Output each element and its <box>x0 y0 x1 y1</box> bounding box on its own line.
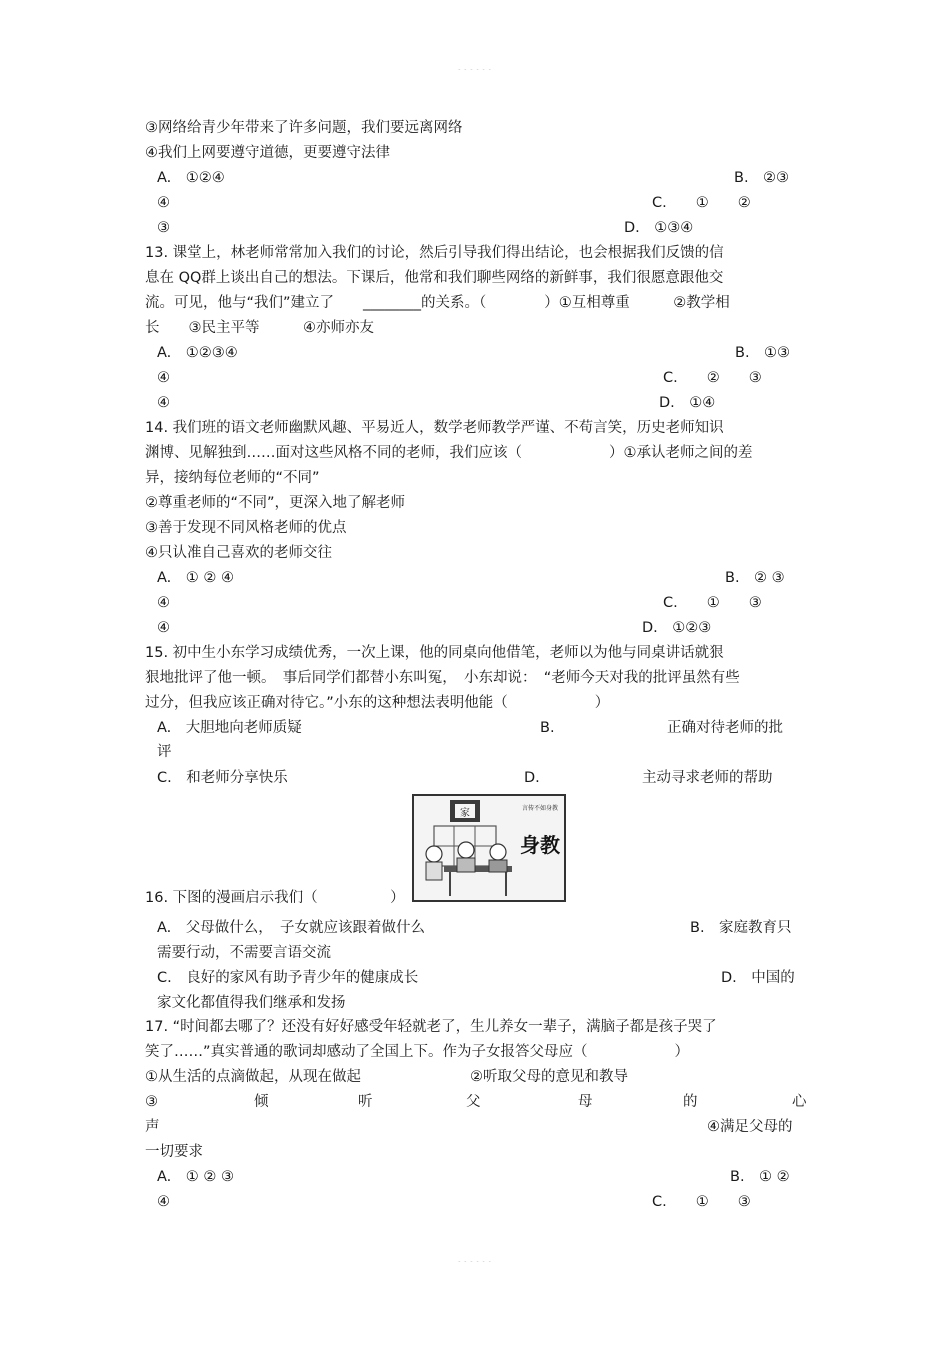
text-line: 倾 <box>254 1094 269 1110</box>
text-line: A. ① ② ④ <box>157 570 234 586</box>
text-line: B. ①③ <box>735 345 791 361</box>
text-line: 家文化都值得我们继承和发扬 <box>157 995 346 1011</box>
text-line: 声 <box>145 1119 160 1135</box>
cartoon-big-text: 身教 <box>520 833 560 857</box>
text-line: ③善于发现不同风格老师的优点 <box>145 520 347 536</box>
text-line: 13. 课堂上，林老师常常加入我们的讨论，然后引导我们得出结论，也会根据我们反馈的信 <box>145 245 724 261</box>
text-line: D. ①②③ <box>642 620 712 636</box>
text-line: 息在 QQ群上谈出自己的想法。下课后，他常和我们聊些网络的新鲜事，我们很愿意跟他交 <box>145 270 724 286</box>
text-line: B. 家庭教育只 <box>690 920 792 936</box>
text-line: ④ <box>157 620 170 636</box>
text-line: A. ①②④ <box>157 170 225 186</box>
text-line: 心 <box>792 1094 807 1110</box>
text-line: C. ② ③ <box>663 370 762 386</box>
text-line: 17. “时间都去哪了？还没有好好感受年轻就老了，生儿养女一辈子，满脑子都是孩子哭了 <box>145 1019 717 1035</box>
cartoon-caption: 言传不如身教 <box>521 805 559 812</box>
text-line: ③ <box>157 220 170 236</box>
text-line: C. 良好的家风有助予青少年的健康成长 <box>157 970 419 986</box>
text-line: 笑了……”真实普通的歌词却感动了全国上下。作为子女报答父母应（ ） <box>145 1044 690 1060</box>
text-line: 异，接纳每位老师的“不同” <box>145 470 320 486</box>
text-line: 14. 我们班的语文老师幽默风趣、平易近人，数学老师教学严谨、不苟言笑，历史老师知识 <box>145 420 724 436</box>
text-line: C. ① ③ <box>663 595 762 611</box>
text-line: ①从生活的点滴做起，从现在做起 <box>145 1069 361 1085</box>
cartoon-image <box>412 794 566 902</box>
text-line: 15. 初中生小东学习成绩优秀，一次上课，他的同桌向他借笔，老师以为他与同桌讲话就狠 <box>145 645 724 661</box>
text-line: ③ <box>145 1094 158 1110</box>
text-line: 需要行动，不需要言语交流 <box>157 945 331 961</box>
text-line: ④只认准自己喜欢的老师交往 <box>145 545 332 561</box>
text-line: ④我们上网要遵守道德，更要遵守法律 <box>145 145 390 161</box>
text-line: D. 中国的 <box>721 970 795 986</box>
page-footer-mark: - - - - - - <box>458 1258 492 1265</box>
text-line: A. ①②③④ <box>157 345 238 361</box>
text-line: 渊博、见解独到……面对这些风格不同的老师，我们应该（ ）①承认老师之间的差 <box>145 445 753 461</box>
text-line: 母 <box>578 1094 593 1110</box>
text-line: ②尊重老师的“不同”，更深入地了解老师 <box>145 495 406 511</box>
text-line: 狠地批评了他一顿。 事后同学们都替小东叫冤， 小东却说： “老师今天对我的批评虽然有些 <box>145 670 740 686</box>
text-line: C. ① ③ <box>652 1194 751 1210</box>
text-line: 评 <box>157 744 172 760</box>
text-line: 16. 下图的漫画启示我们（ ） <box>145 890 405 906</box>
text-line: B. ① ② <box>730 1169 790 1185</box>
text-line: 父 <box>466 1094 481 1110</box>
page-header-mark: - - - - - - <box>458 66 492 73</box>
text-line: ③网络给青少年带来了许多问题，我们要远离网络 <box>145 120 463 136</box>
text-line: 的 <box>683 1094 698 1110</box>
text-line: B. ②③ <box>734 170 790 186</box>
text-line: D. ①③④ <box>624 220 694 236</box>
text-line: D. ①④ <box>659 395 716 411</box>
text-line: A. ① ② ③ <box>157 1169 234 1185</box>
text-line: 一切要求 <box>145 1144 203 1160</box>
text-line: B. ② ③ <box>725 570 785 586</box>
text-line: ④ <box>157 595 170 611</box>
text-line: C. 和老师分享快乐 <box>157 770 288 786</box>
text-line: A. 父母做什么， 子女就应该跟着做什么 <box>157 920 426 936</box>
text-line: ④满足父母的 <box>707 1119 793 1135</box>
text-line: C. ① ② <box>652 195 751 211</box>
text-line: 长 ③民主平等 ④亦师亦友 <box>145 320 374 336</box>
text-line: B. <box>540 720 555 736</box>
text-line: ④ <box>157 1194 170 1210</box>
cartoon-sign-text: 家 <box>460 808 470 819</box>
text-line: D. <box>524 770 540 786</box>
text-line: 流。可见，他与“我们”建立了 ________的关系。（ ）①互相尊重 ②教学相 <box>145 295 730 311</box>
text-line: A. 大胆地向老师质疑 <box>157 720 302 736</box>
text-line: ②听取父母的意见和教导 <box>470 1069 628 1085</box>
text-line: ④ <box>157 195 170 211</box>
text-line: 过分，但我应该正确对待它。”小东的这种想法表明他能（ ） <box>145 695 610 711</box>
text-line: 听 <box>358 1094 373 1110</box>
text-line: 主动寻求老师的帮助 <box>642 770 773 786</box>
text-line: ④ <box>157 395 170 411</box>
text-line: ④ <box>157 370 170 386</box>
text-line: 正确对待老师的批 <box>667 720 783 736</box>
